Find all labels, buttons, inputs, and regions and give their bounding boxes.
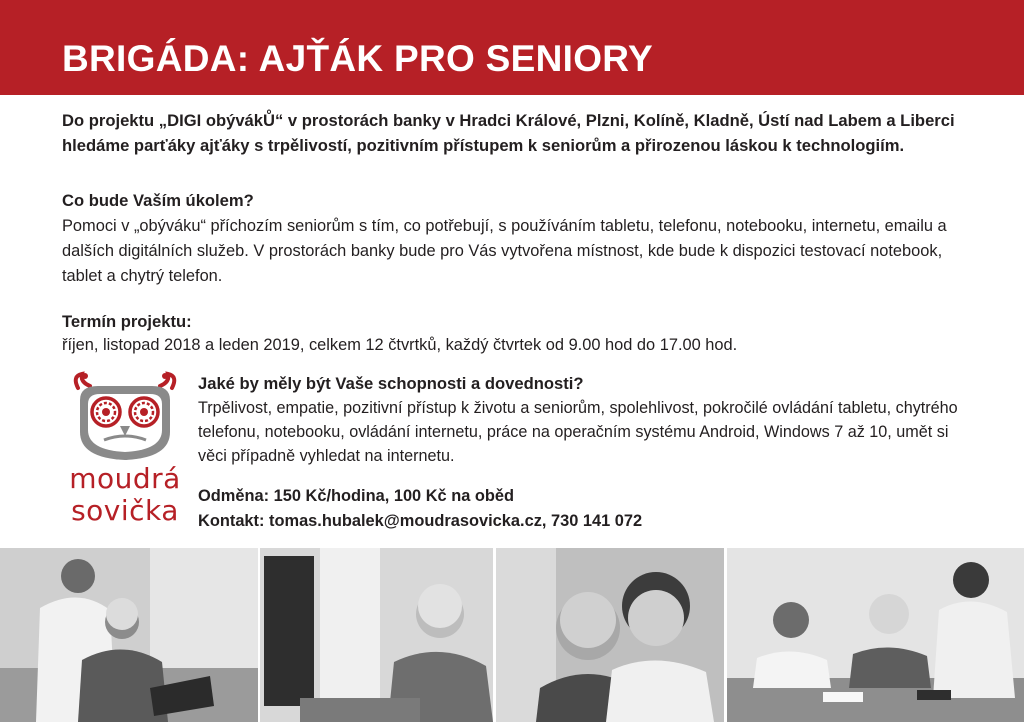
intro-paragraph: Do projektu „DIGI obývákŮ“ v prostorách banky v Hradci Králové, Plzni, Kolíně, Kladně, Ústí nad Labem a Liberci hledáme parťáky ajťáky s trpělivostí, pozitivním přístupem k seniorům a přirozenou láskou k technologiím.: [62, 111, 955, 155]
owl-icon: [60, 370, 190, 462]
photo-selfie: [496, 548, 724, 722]
photo-senior-with-headset: [260, 548, 493, 722]
page-title: BRIGÁDA: AJŤÁK PRO SENIORY: [62, 38, 653, 79]
photo-volunteer-helping-senior: [0, 548, 258, 722]
logo-text-line1: moudrá: [69, 462, 181, 495]
task-heading: Co bude Vaším úkolem?: [62, 191, 254, 210]
term-heading: Termín projektu:: [62, 312, 192, 331]
skills-heading: Jaké by měly být Vaše schopnosti a dovednosti?: [198, 374, 584, 393]
logo: [60, 370, 190, 535]
photo-group-workshop: [727, 548, 1024, 722]
header-banner: [0, 0, 1024, 95]
contact-line: Kontakt: tomas.hubalek@moudrasovicka.cz, 730 141 072: [198, 512, 643, 530]
photo-strip: [0, 548, 1024, 722]
skills-body: Trpělivost, empatie, pozitivní přístup k životu a seniorům, spolehlivost, pokročilé ovládání tabletu, chytrého telefonu, notebooku, ovládání internetu, práce na operačním systému Android, Windows 7 až 10, umět si věci případně vyhledat na internetu.: [198, 399, 958, 465]
logo-text-line2: sovička: [71, 494, 179, 527]
reward-line: Odměna: 150 Kč/hodina, 100 Kč na oběd: [198, 487, 515, 505]
term-body: říjen, listopad 2018 a leden 2019, celkem 12 čtvrtků, každý čtvrtek od 9.00 hod do 17.00 hod.: [62, 336, 738, 354]
task-body: Pomoci v „obýváku“ příchozím seniorům s tím, co potřebují, s používáním tabletu, telefonu, notebooku, internetu, emailu a dalších digitálních služeb. V prostorách banky bude pro Vás vytvořena místnost, kde bude k dispozici testovací notebook, tablet a chytrý telefon.: [62, 217, 947, 285]
